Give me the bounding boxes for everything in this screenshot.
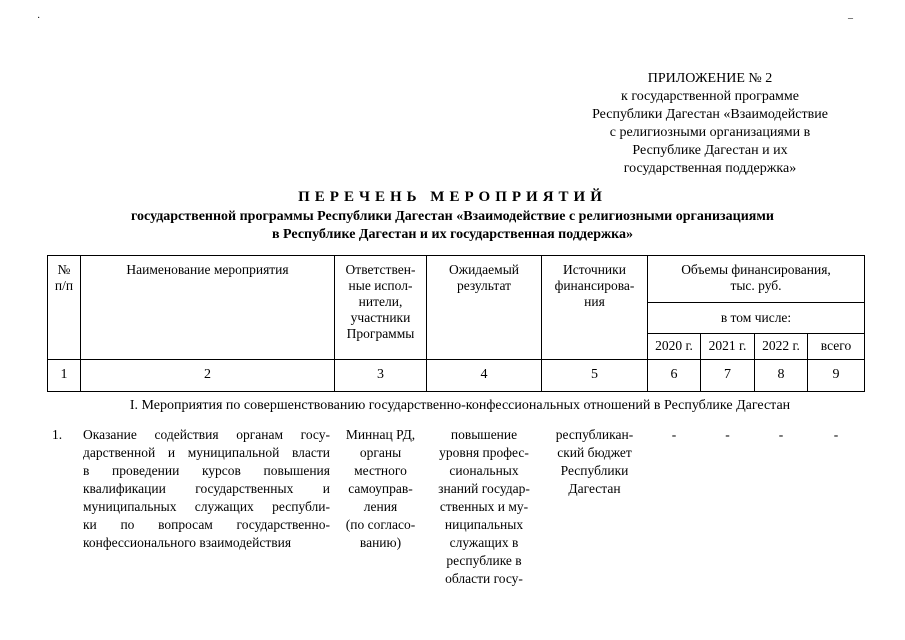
row-responsible-line: местного bbox=[354, 463, 407, 478]
appendix-line: с религиозными организациями в bbox=[609, 125, 811, 140]
years-divider bbox=[647, 333, 865, 334]
header-text: п/п bbox=[54, 278, 74, 293]
row-result-line: знаний государ- bbox=[438, 481, 530, 496]
row-source-line: Дагестан bbox=[568, 481, 621, 496]
scan-dot-mark: · bbox=[37, 13, 41, 24]
header-text: Программы bbox=[346, 326, 415, 341]
header-text: ные испол- bbox=[348, 278, 413, 293]
row-name-line: Оказание содействия органам госу- bbox=[83, 427, 330, 442]
row-2020-value: - bbox=[671, 427, 677, 442]
header-responsible bbox=[335, 262, 426, 342]
row-name-line: квалификации государственных и bbox=[83, 481, 330, 496]
row-number: 1. bbox=[52, 427, 63, 442]
row-result-line: служащих в bbox=[449, 535, 519, 550]
column-number: 9 bbox=[832, 367, 840, 382]
header-name: Наименование мероприятия bbox=[126, 262, 289, 277]
header-text: Источники bbox=[563, 262, 626, 277]
financing-divider bbox=[647, 302, 865, 303]
header-text: Объемы финансирования, bbox=[681, 262, 831, 277]
header-text: результат bbox=[456, 278, 512, 293]
row-total-value: - bbox=[833, 427, 839, 442]
row-result-line: ниципальных bbox=[444, 517, 524, 532]
column-number: 1 bbox=[60, 367, 68, 382]
column-number: 8 bbox=[777, 367, 785, 382]
numbers-row-bottom-border bbox=[47, 391, 865, 392]
column-number: 6 bbox=[670, 367, 678, 382]
row-result-line: республике в bbox=[446, 553, 522, 568]
row-result-line: ственных и му- bbox=[439, 499, 529, 514]
header-text: Ожидаемый bbox=[449, 262, 519, 277]
row-source-line: ский бюджет bbox=[557, 445, 632, 460]
row-responsible-line: самоуправ- bbox=[348, 481, 413, 496]
column-number: 5 bbox=[591, 367, 598, 382]
row-result bbox=[427, 426, 541, 588]
row-name-line: конфессионального взаимодействия bbox=[83, 535, 292, 550]
column-number: 4 bbox=[480, 367, 488, 382]
row-responsible-line: ванию) bbox=[359, 535, 402, 550]
header-result bbox=[427, 262, 541, 294]
header-text: ния bbox=[584, 294, 605, 309]
document-title: ПЕРЕЧЕНЬ МЕРОПРИЯТИЙ bbox=[298, 189, 607, 205]
appendix-line: ПРИЛОЖЕНИЕ № 2 bbox=[647, 71, 773, 86]
row-result-line: сиональных bbox=[449, 463, 519, 478]
row-name-line: дарственной и муниципальной власти bbox=[83, 445, 330, 460]
header-financing bbox=[648, 262, 864, 294]
header-bottom-border bbox=[47, 359, 865, 360]
header-including: в том числе: bbox=[720, 310, 792, 325]
column-number: 3 bbox=[377, 367, 384, 382]
row-source-line: Республики bbox=[560, 463, 629, 478]
row-name-line: ки по вопросам государственно- bbox=[83, 517, 330, 532]
row-result-line: области госу- bbox=[445, 571, 523, 586]
header-text: финансирова- bbox=[554, 278, 635, 293]
appendix-line: Республики Дагестан «Взаимодействие bbox=[592, 107, 828, 122]
row-responsible-line: (по согласо- bbox=[345, 517, 416, 532]
row-name-line: в проведении курсов повышения bbox=[83, 463, 330, 478]
document-subtitle-line-2: в Республике Дагестан и их государственная поддержка» bbox=[272, 227, 633, 242]
header-text: нители, bbox=[358, 294, 403, 309]
row-responsible-line: ления bbox=[363, 499, 398, 514]
header-year-2021: 2021 г. bbox=[708, 338, 747, 353]
row-name bbox=[83, 426, 330, 552]
col-border bbox=[864, 255, 865, 392]
row-responsible bbox=[335, 426, 426, 552]
appendix-line: Республике Дагестан и их bbox=[632, 143, 788, 158]
row-name-line: муниципальных служащих республи- bbox=[83, 499, 330, 514]
row-responsible-line: Миннац РД, bbox=[345, 427, 416, 442]
header-year-2020: 2020 г. bbox=[655, 338, 693, 353]
header-text: Ответствен- bbox=[345, 262, 416, 277]
header-text: участники bbox=[350, 310, 411, 325]
table-top-border bbox=[47, 255, 865, 256]
column-number: 7 bbox=[724, 367, 731, 382]
document-subtitle-line-1: государственной программы Республики Дагестан «Взаимодействие с религиозными организациями bbox=[131, 209, 774, 224]
header-total: всего bbox=[820, 338, 852, 353]
header-source bbox=[542, 262, 647, 310]
header-text: № bbox=[57, 262, 71, 277]
row-source bbox=[542, 426, 647, 498]
appendix-line: к государственной программе bbox=[621, 89, 799, 104]
row-2021-value: - bbox=[725, 427, 730, 442]
header-text: тыс. руб. bbox=[730, 278, 782, 293]
row-responsible-line: органы bbox=[359, 445, 402, 460]
header-number bbox=[48, 262, 80, 294]
header-year-2022: 2022 г. bbox=[762, 338, 800, 353]
row-source-line: республикан- bbox=[555, 427, 634, 442]
column-number: 2 bbox=[204, 367, 211, 382]
row-result-line: повышение bbox=[450, 427, 518, 442]
appendix-note bbox=[560, 70, 860, 178]
row-result-line: уровня профес- bbox=[439, 445, 529, 460]
appendix-line: государственная поддержка» bbox=[623, 161, 797, 176]
section-title: I. Мероприятия по совершенствованию государственно-конфессиональных отношений в Республике Дагестан bbox=[129, 398, 791, 413]
row-2022-value: - bbox=[778, 427, 784, 442]
scan-dash-mark: – bbox=[848, 13, 853, 24]
